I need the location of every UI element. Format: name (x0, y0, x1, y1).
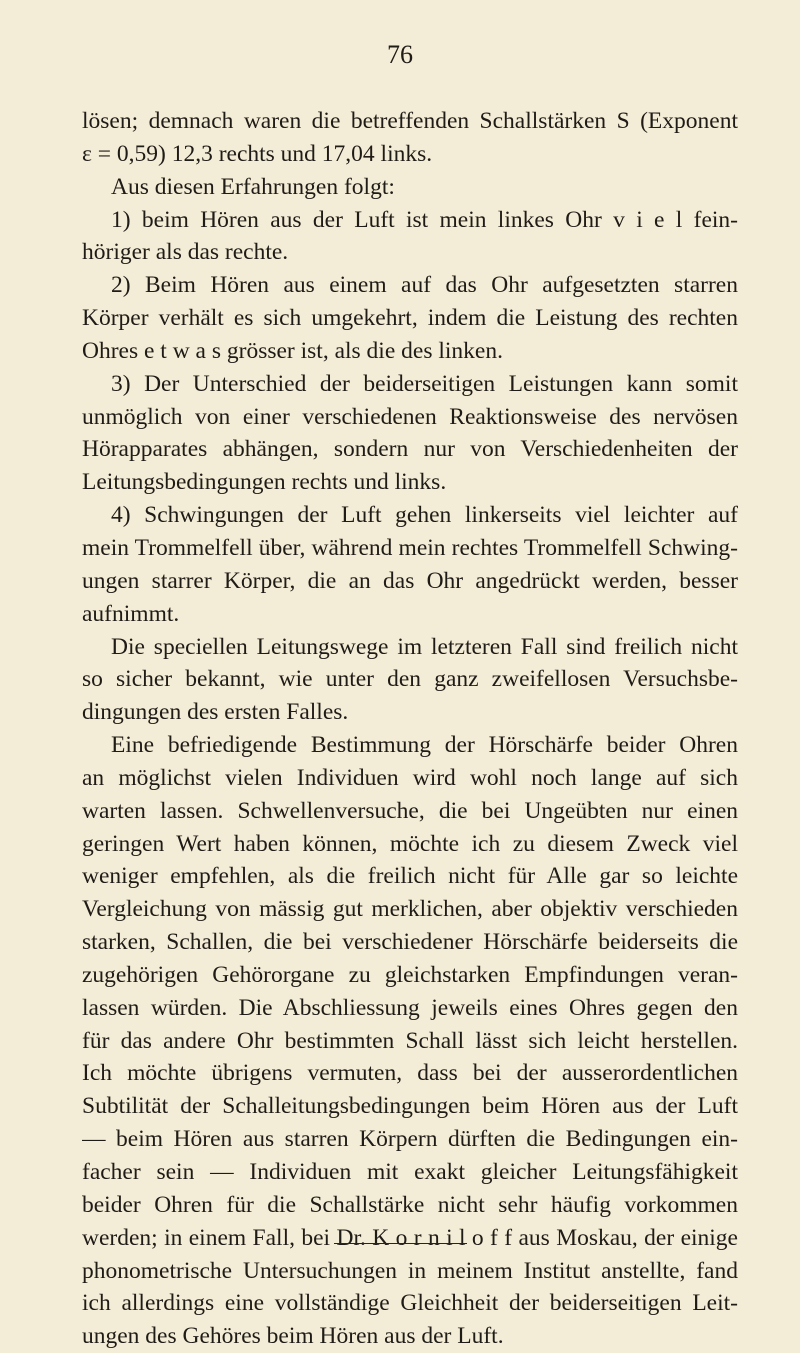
text-line: Ich möchte übrigens vermuten, dass bei der ausserordentlichen (82, 1060, 738, 1087)
text-line: zugehörigen Gehörorgane zu gleichstarken Empfindungen veran- (82, 961, 738, 988)
text-line: für das andere Ohr bestimmten Schall lässt sich leicht herstellen. (82, 1027, 738, 1054)
text-line: dingungen des ersten Falles. (82, 699, 349, 726)
text-line: — beim Hören aus starren Körpern dürften die Bedingungen ein- (82, 1126, 738, 1153)
text-line: 4) Schwingungen der Luft gehen linkerseits viel leichter auf (111, 502, 738, 529)
page-number: 76 (387, 40, 413, 69)
text-line: so sicher bekannt, wie unter den ganz zweifellosen Versuchsbe- (82, 666, 738, 693)
text-line: an möglichst vielen Individuen wird wohl noch lange auf sich (82, 764, 738, 791)
text-line: warten lassen. Schwellenversuche, die bei Ungeübten nur einen (82, 797, 738, 824)
text-line: facher sein — Individuen mit exakt gleicher Leitungsfähigkeit (82, 1159, 738, 1185)
text-line: höriger als das rechte. (82, 239, 289, 266)
text-line: Vergleichung von mässig gut merklichen, aber objektiv verschieden (82, 896, 738, 923)
text-line: Körper verhält es sich umgekehrt, indem die Leistung des rechten (82, 305, 738, 332)
text-line: ungen starrer Körper, die an das Ohr angedrückt werden, besser (82, 567, 738, 594)
text-line: Subtilität der Schalleitungsbedingungen beim Hören aus der Luft (82, 1093, 738, 1120)
text-line: ich allerdings eine vollständige Gleichheit der beiderseitigen Leit- (82, 1290, 738, 1317)
section-divider (334, 1243, 467, 1244)
text-line: werden; in einem Fall, bei Dr. K o r n i l o f f aus Moskau, der einige (82, 1224, 738, 1251)
body-text (82, 105, 738, 1353)
text-line: unmöglich von einer verschiedenen Reaktionsweise des nervösen (82, 403, 738, 430)
text-line: ungen des Gehöres beim Hören aus der Luft. (82, 1323, 504, 1350)
text-line: Ohres e t w a s grösser ist, als die des linken. (82, 337, 503, 364)
text-line: lösen; demnach waren die betreffenden Schallstärken S (Exponent (82, 108, 738, 134)
text-line: 1) beim Hören aus der Luft ist mein linkes Ohr v i e l fein- (111, 206, 738, 233)
text-line: Die speciellen Leitungswege im letzteren Fall sind freilich nicht (111, 633, 738, 660)
text-line: Aus diesen Erfahrungen folgt: (111, 173, 395, 200)
text-line: lassen würden. Die Abschliessung jeweils eines Ohres gegen den (82, 994, 738, 1021)
text-line: Eine befriedigende Bestimmung der Hörschärfe beider Ohren (111, 732, 738, 759)
text-line: weniger empfehlen, als die freilich nicht für Alle gar so leichte (82, 863, 738, 890)
text-line: aufnimmt. (82, 600, 180, 627)
text-line: Leitungsbedingungen rechts und links. (82, 469, 447, 496)
text-line: beider Ohren für die Schallstärke nicht sehr häufig vorkommen (82, 1191, 738, 1218)
text-line: phonometrische Untersuchungen in meinem Institut anstellte, fand (82, 1257, 738, 1284)
text-line: 2) Beim Hören aus einem auf das Ohr aufgesetzten starren (111, 272, 738, 299)
text-line: starken, Schallen, die bei verschiedener Hörschärfe beiderseits die (82, 929, 738, 956)
text-line: Hörapparates abhängen, sondern nur von Verschiedenheiten der (82, 436, 738, 463)
text-line: 3) Der Unterschied der beiderseitigen Leistungen kann somit (111, 370, 738, 397)
text-line: geringen Wert haben können, möchte ich zu diesem Zweck viel (82, 830, 738, 857)
text-line: mein Trommelfell über, während mein rechtes Trommelfell Schwing- (82, 534, 738, 561)
text-line: ε = 0,59) 12,3 rechts und 17,04 links. (82, 140, 433, 167)
